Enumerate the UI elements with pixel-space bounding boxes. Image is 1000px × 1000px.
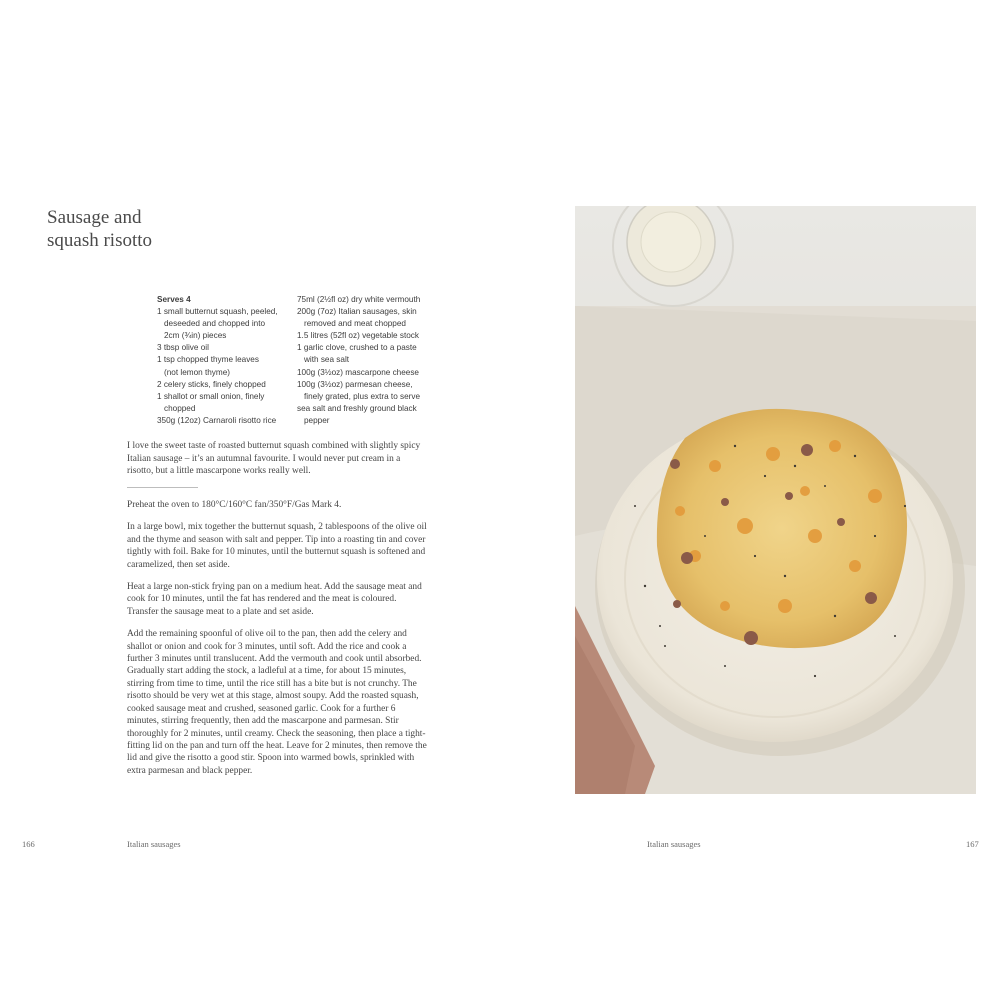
right-page-number: 167 [966, 839, 979, 849]
ingredients-left-column [157, 294, 297, 427]
method-step: In a large bowl, mix together the butternut squash, 2 tablespoons of the olive oil and the thyme and season with salt and pepper. Tip into a roasting tin and cover tightly with foil. Bake for 10 minutes, until the butternut squash is softened and caramelized, then set aside. [127, 522, 427, 570]
method-step: Heat a large non-stick frying pan on a medium heat. Add the sausage meat and cook for 10 minutes, until the fat has rendered and the meat is coloured. Transfer the sausage meat to a plate and set aside. [127, 582, 422, 617]
ingredient-line: (not lemon thyme) [164, 367, 230, 377]
ingredient-line: 100g (3½oz) parmesan cheese, [297, 379, 413, 389]
ingredient-line: chopped [164, 403, 196, 413]
recipe-title-line-2: squash risotto [47, 230, 153, 251]
ingredient-line: finely grated, plus extra to serve [304, 391, 421, 401]
ingredient-line: pepper [304, 415, 330, 425]
serves-label: Serves 4 [157, 295, 191, 304]
ingredient-line: 200g (7oz) Italian sausages, skin [297, 307, 417, 317]
recipe-title [47, 206, 347, 252]
recipe-intro: I love the sweet taste of roasted butternut squash combined with slightly spicy Italian sausage – it’s an autumnal favourite. I would never put cream in a risotto, but a little mascarpone works really well. [127, 441, 421, 477]
ingredient-line: removed and meat chopped [304, 319, 406, 329]
ingredient-line: 1.5 litres (52fl oz) vegetable stock [297, 331, 419, 341]
ingredient-line: 1 shallot or small onion, finely [157, 391, 265, 401]
risotto-photo [575, 206, 976, 794]
right-running-footer: Italian sausages [647, 839, 701, 849]
method [127, 499, 427, 787]
ingredient-line: sea salt and freshly ground black [297, 403, 417, 413]
ingredient-line: 1 tsp chopped thyme leaves [157, 355, 259, 365]
method-step: Preheat the oven to 180°C/160°C fan/350°F/Gas Mark 4. [127, 500, 342, 510]
ingredients-right-column [297, 294, 432, 427]
ingredient-line: deseeded and chopped into [164, 319, 266, 329]
ingredient-line: 350g (12oz) Carnaroli risotto rice [157, 415, 277, 425]
ingredient-line: 3 tbsp olive oil [157, 343, 209, 353]
ingredient-line: 1 small butternut squash, peeled, [157, 307, 278, 317]
ingredient-line: 2cm (¾in) pieces [164, 331, 227, 341]
divider [127, 487, 198, 488]
recipe-title-line-1: Sausage and [47, 207, 142, 228]
ingredient-line: 100g (3½oz) mascarpone cheese [297, 367, 419, 377]
ingredient-line: 75ml (2½fl oz) dry white vermouth [297, 295, 421, 304]
left-page-number: 166 [22, 839, 35, 849]
method-step: Add the remaining spoonful of olive oil to the pan, then add the celery and shallot or onion and cook for 3 minutes, until soft. Add the rice and cook a further 3 minutes until translucent. Add the vermouth and cook until absorbed. Gradually start adding the stock, a ladleful at a time, for about 15 minutes, stirring from time to time, until the rice still has a bite but is not crunchy. The risotto should be very wet at this stage, almost soupy. Add the roasted squash, cooked sausage meat and crushed, seasoned garlic. Cook for a further 6 minutes, stirring frequently, then add the mascarpone and parmesan. Stir thoroughly for 2 minutes, until creamy. Check the seasoning, then place a tight-fitting lid on the pan and turn off the heat. Leave for 2 minutes, then remove the lid and give the risotto a good stir. Spoon into warmed bowls, sprinkled with extra parmesan and black pepper. [127, 629, 427, 776]
ingredient-line: with sea salt [304, 355, 350, 365]
left-running-footer: Italian sausages [127, 839, 181, 849]
ingredient-line: 2 celery sticks, finely chopped [157, 379, 266, 389]
ingredient-line: 1 garlic clove, crushed to a paste [297, 343, 417, 353]
